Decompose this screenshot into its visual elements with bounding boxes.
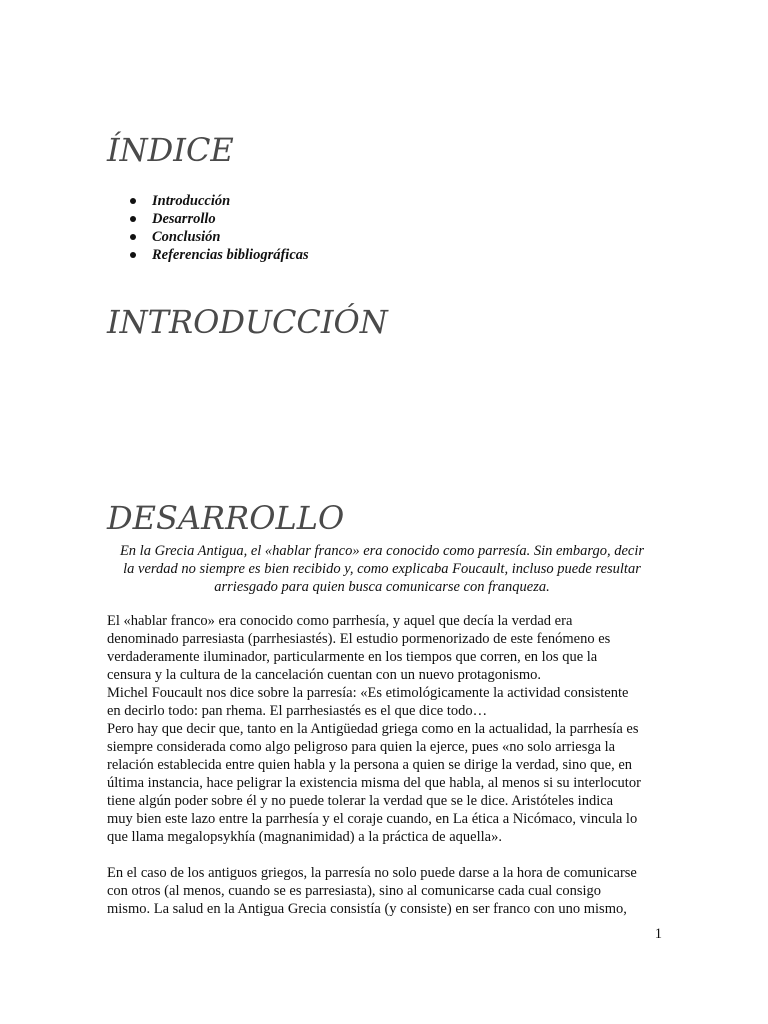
toc-item xyxy=(128,210,309,228)
lead-line: la verdad no siempre es bien recibido y, como explicaba Foucault, incluso puede resultar xyxy=(123,561,641,577)
body-line: tiene algún poder sobre él y no puede tolerar la verdad que se le dice. Aristóteles indica xyxy=(107,793,614,809)
lead-line: arriesgado para quien busca comunicarse con franqueza. xyxy=(214,579,550,595)
body-line: mismo. La salud en la Antigua Grecia consistía (y consiste) en ser franco con uno mismo, xyxy=(107,901,627,917)
toc-item xyxy=(128,192,309,210)
body-line: denominado parresiasta (parrhesiastés). El estudio pormenorizado de este fenómeno es xyxy=(107,631,611,647)
toc-item xyxy=(128,228,309,246)
desarrollo-lead xyxy=(107,542,657,596)
toc-list xyxy=(128,192,309,264)
page-number: 1 xyxy=(654,926,662,942)
lead-line: En la Grecia Antigua, el «hablar franco» era conocido como parresía. Sin embargo, decir xyxy=(119,543,645,559)
desarrollo-body xyxy=(107,612,667,918)
toc-item-label: Conclusión xyxy=(152,229,221,245)
bullet-icon xyxy=(130,252,136,258)
body-line: siempre considerada como algo peligroso para quien la ejerce, pues «no solo arriesga la xyxy=(107,739,616,755)
toc-item xyxy=(128,246,309,264)
body-line: verdaderamente iluminador, particularmente en los tiempos que corren, en los que la xyxy=(107,649,598,665)
bullet-icon xyxy=(130,198,136,204)
body-line: muy bien este lazo entre la parrhesía y el coraje cuando, en La ética a Nicómaco, vincula lo xyxy=(107,811,638,827)
introduccion-heading: INTRODUCCIÓN xyxy=(107,303,388,341)
body-line: Pero hay que decir que, tanto en la Antigüedad griega como en la actualidad, la parrhesía es xyxy=(107,721,639,737)
toc-heading: ÍNDICE xyxy=(107,131,234,169)
toc-item-label: Referencias bibliográficas xyxy=(152,247,309,263)
paragraph-gap xyxy=(107,846,667,864)
body-line: en decirlo todo: pan rhema. El parrhesiastés es el que dice todo… xyxy=(107,703,488,719)
desarrollo-heading: DESARROLLO xyxy=(107,499,345,537)
bullet-icon xyxy=(130,216,136,222)
body-line: censura y la cultura de la cancelación cuentan con un nuevo protagonismo. xyxy=(107,667,542,683)
body-line: El «hablar franco» era conocido como parrhesía, y aquel que decía la verdad era xyxy=(107,613,573,629)
body-line: última instancia, hace peligrar la existencia misma del que habla, al menos si su interlocutor xyxy=(107,775,641,791)
body-line: relación establecida entre quien habla y la persona a quien se dirige la verdad, sino que, en xyxy=(107,757,633,773)
body-line: que llama megalopsykhía (magnanimidad) a la práctica de aquella». xyxy=(107,829,502,845)
body-line: Michel Foucault nos dice sobre la parresía: «Es etimológicamente la actividad consistente xyxy=(107,685,629,701)
bullet-icon xyxy=(130,234,136,240)
body-line: En el caso de los antiguos griegos, la parresía no solo puede darse a la hora de comunicarse xyxy=(107,865,637,881)
toc-item-label: Desarrollo xyxy=(152,211,216,227)
toc-item-label: Introducción xyxy=(152,193,231,209)
body-line: con otros (al menos, cuando se es parresiasta), sino al comunicarse cada cual consigo xyxy=(107,883,602,899)
